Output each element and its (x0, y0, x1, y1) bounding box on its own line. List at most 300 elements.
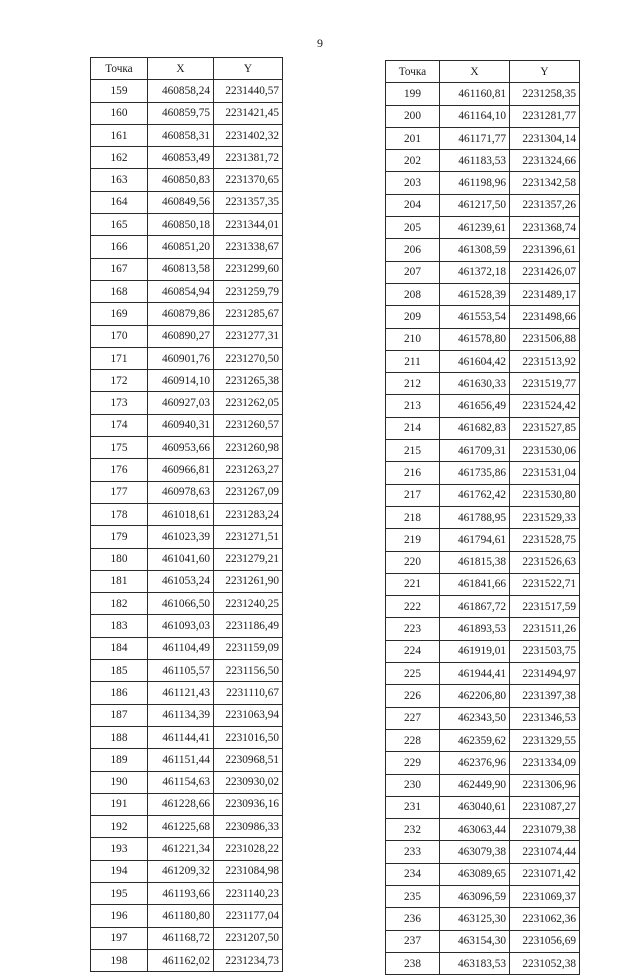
cell-point: 172 (91, 370, 148, 392)
cell-y: 2231074,44 (510, 841, 580, 863)
cell-y: 2231304,14 (510, 127, 580, 149)
cell-y: 2231186,49 (214, 615, 283, 637)
cell-x: 461164,10 (440, 105, 510, 127)
cell-y: 2231285,67 (214, 303, 283, 325)
cell-point: 164 (91, 191, 148, 213)
cell-x: 461193,66 (148, 882, 214, 904)
cell-point: 205 (386, 217, 440, 239)
cell-y: 2231344,01 (214, 214, 283, 236)
cell-point: 196 (91, 905, 148, 927)
cell-y: 2231062,36 (510, 908, 580, 930)
cell-y: 2231177,04 (214, 905, 283, 927)
cell-point: 200 (386, 105, 440, 127)
table-row (91, 214, 283, 236)
cell-y: 2231240,25 (214, 593, 283, 615)
cell-x: 461221,34 (148, 838, 214, 860)
cell-point: 174 (91, 414, 148, 436)
cell-x: 461134,39 (148, 704, 214, 726)
cell-x: 461183,53 (440, 150, 510, 172)
cell-point: 221 (386, 573, 440, 595)
table-row (91, 682, 283, 704)
cell-x: 463125,30 (440, 908, 510, 930)
cell-point: 189 (91, 749, 148, 771)
cell-x: 461168,72 (148, 927, 214, 949)
table-body-right (386, 83, 580, 975)
table-row (386, 217, 580, 239)
cell-y: 2230930,02 (214, 771, 283, 793)
cell-y: 2231267,09 (214, 481, 283, 503)
cell-point: 224 (386, 640, 440, 662)
cell-y: 2231262,05 (214, 392, 283, 414)
cell-point: 179 (91, 526, 148, 548)
cell-y: 2231071,42 (510, 863, 580, 885)
cell-x: 462359,62 (440, 729, 510, 751)
table-row (91, 437, 283, 459)
cell-y: 2231381,72 (214, 147, 283, 169)
cell-x: 461528,39 (440, 283, 510, 305)
cell-point: 225 (386, 663, 440, 685)
table-header-row (386, 61, 580, 83)
table-row (91, 191, 283, 213)
table-row (91, 325, 283, 347)
cell-point: 222 (386, 596, 440, 618)
cell-point: 183 (91, 615, 148, 637)
coordinates-table-left (90, 57, 283, 972)
table-row (386, 239, 580, 261)
cell-y: 2231056,69 (510, 930, 580, 952)
table-row (386, 663, 580, 685)
cell-x: 461841,66 (440, 573, 510, 595)
cell-point: 232 (386, 819, 440, 841)
table-row (91, 124, 283, 146)
cell-point: 173 (91, 392, 148, 414)
cell-point: 198 (91, 949, 148, 971)
cell-x: 460966,81 (148, 459, 214, 481)
cell-point: 193 (91, 838, 148, 860)
table-row (386, 127, 580, 149)
cell-x: 461053,24 (148, 570, 214, 592)
cell-y: 2230968,51 (214, 749, 283, 771)
cell-y: 2231052,38 (510, 952, 580, 974)
cell-point: 220 (386, 551, 440, 573)
cell-x: 461893,53 (440, 618, 510, 640)
cell-y: 2231156,50 (214, 660, 283, 682)
cell-point: 202 (386, 150, 440, 172)
table-row (386, 395, 580, 417)
table-row (91, 280, 283, 302)
cell-x: 461867,72 (440, 596, 510, 618)
cell-x: 461578,80 (440, 328, 510, 350)
cell-y: 2231277,31 (214, 325, 283, 347)
cell-x: 461104,49 (148, 637, 214, 659)
cell-point: 209 (386, 306, 440, 328)
cell-y: 2231529,33 (510, 506, 580, 528)
cell-point: 233 (386, 841, 440, 863)
cell-x: 460890,27 (148, 325, 214, 347)
cell-y: 2231079,38 (510, 819, 580, 841)
cell-y: 2231397,38 (510, 685, 580, 707)
cell-point: 199 (386, 83, 440, 105)
table-row (91, 660, 283, 682)
cell-point: 195 (91, 882, 148, 904)
cell-x: 460879,86 (148, 303, 214, 325)
header-x: X (148, 58, 214, 80)
cell-x: 461151,44 (148, 749, 214, 771)
table-row (91, 927, 283, 949)
header-y: Y (214, 58, 283, 80)
cell-y: 2231342,58 (510, 172, 580, 194)
cell-point: 234 (386, 863, 440, 885)
table-row (386, 506, 580, 528)
cell-y: 2231527,85 (510, 417, 580, 439)
cell-y: 2231084,98 (214, 860, 283, 882)
cell-point: 203 (386, 172, 440, 194)
table-row (386, 796, 580, 818)
cell-point: 182 (91, 593, 148, 615)
table-row (91, 882, 283, 904)
table-row (91, 526, 283, 548)
table-row (386, 707, 580, 729)
cell-point: 170 (91, 325, 148, 347)
cell-x: 461154,63 (148, 771, 214, 793)
table-row (91, 102, 283, 124)
cell-y: 2231140,23 (214, 882, 283, 904)
table-row (91, 258, 283, 280)
table-row (91, 749, 283, 771)
cell-y: 2231346,53 (510, 707, 580, 729)
cell-x: 463183,53 (440, 952, 510, 974)
cell-y: 2231159,09 (214, 637, 283, 659)
cell-point: 215 (386, 440, 440, 462)
table-row (91, 548, 283, 570)
cell-y: 2231259,79 (214, 280, 283, 302)
header-point: Точка (91, 58, 148, 80)
cell-point: 228 (386, 729, 440, 751)
table-row (91, 771, 283, 793)
cell-x: 461180,80 (148, 905, 214, 927)
cell-point: 238 (386, 952, 440, 974)
cell-point: 213 (386, 395, 440, 417)
cell-point: 194 (91, 860, 148, 882)
table-row (91, 169, 283, 191)
cell-point: 207 (386, 261, 440, 283)
cell-point: 192 (91, 816, 148, 838)
table-row (386, 774, 580, 796)
cell-y: 2231489,17 (510, 283, 580, 305)
cell-x: 460901,76 (148, 347, 214, 369)
cell-point: 212 (386, 373, 440, 395)
cell-x: 460927,03 (148, 392, 214, 414)
table-row (386, 462, 580, 484)
cell-point: 178 (91, 503, 148, 525)
cell-y: 2231531,04 (510, 462, 580, 484)
cell-x: 460850,18 (148, 214, 214, 236)
cell-x: 460858,31 (148, 124, 214, 146)
table-row (91, 80, 283, 102)
cell-y: 2231494,97 (510, 663, 580, 685)
cell-point: 169 (91, 303, 148, 325)
cell-x: 460851,20 (148, 236, 214, 258)
cell-x: 462343,50 (440, 707, 510, 729)
cell-point: 216 (386, 462, 440, 484)
cell-x: 461209,32 (148, 860, 214, 882)
cell-x: 461066,50 (148, 593, 214, 615)
table-row (386, 930, 580, 952)
cell-point: 201 (386, 127, 440, 149)
table-header-row (91, 58, 283, 80)
table-row (91, 347, 283, 369)
cell-y: 2231306,96 (510, 774, 580, 796)
cell-y: 2231063,94 (214, 704, 283, 726)
table-row (386, 373, 580, 395)
cell-x: 461041,60 (148, 548, 214, 570)
table-row (386, 863, 580, 885)
cell-point: 191 (91, 793, 148, 815)
cell-x: 460854,94 (148, 280, 214, 302)
cell-x: 460853,49 (148, 147, 214, 169)
table-row (386, 172, 580, 194)
table-row (386, 573, 580, 595)
cell-x: 461198,96 (440, 172, 510, 194)
page-number: 9 (317, 36, 323, 50)
table-row (386, 885, 580, 907)
cell-x: 461709,31 (440, 440, 510, 462)
cell-point: 165 (91, 214, 148, 236)
cell-x: 463096,59 (440, 885, 510, 907)
table-row (386, 440, 580, 462)
cell-x: 461162,02 (148, 949, 214, 971)
cell-y: 2230986,33 (214, 816, 283, 838)
cell-y: 2231402,32 (214, 124, 283, 146)
table-row (386, 685, 580, 707)
table-row (386, 328, 580, 350)
cell-y: 2231530,80 (510, 484, 580, 506)
cell-x: 462376,96 (440, 752, 510, 774)
cell-y: 2231530,06 (510, 440, 580, 462)
cell-x: 461794,61 (440, 529, 510, 551)
cell-x: 460914,10 (148, 370, 214, 392)
cell-y: 2231261,90 (214, 570, 283, 592)
header-x: X (440, 61, 510, 83)
cell-y: 2231338,67 (214, 236, 283, 258)
cell-y: 2231258,35 (510, 83, 580, 105)
cell-y: 2231524,42 (510, 395, 580, 417)
table-row (386, 105, 580, 127)
cell-x: 461105,57 (148, 660, 214, 682)
cell-point: 185 (91, 660, 148, 682)
cell-y: 2231260,57 (214, 414, 283, 436)
table-row (386, 83, 580, 105)
table-row (386, 150, 580, 172)
table-row (386, 596, 580, 618)
table-row (386, 908, 580, 930)
cell-x: 462206,80 (440, 685, 510, 707)
cell-x: 461630,33 (440, 373, 510, 395)
table-row (91, 593, 283, 615)
cell-y: 2231270,50 (214, 347, 283, 369)
table-row (386, 194, 580, 216)
cell-y: 2231396,61 (510, 239, 580, 261)
cell-y: 2231526,63 (510, 551, 580, 573)
cell-y: 2231281,77 (510, 105, 580, 127)
cell-y: 2231271,51 (214, 526, 283, 548)
cell-x: 461735,86 (440, 462, 510, 484)
cell-point: 230 (386, 774, 440, 796)
cell-x: 463079,38 (440, 841, 510, 863)
table-row (91, 459, 283, 481)
cell-x: 460813,58 (148, 258, 214, 280)
cell-x: 463063,44 (440, 819, 510, 841)
table-row (386, 551, 580, 573)
table-row (386, 729, 580, 751)
cell-point: 236 (386, 908, 440, 930)
cell-y: 2231283,24 (214, 503, 283, 525)
cell-y: 2231357,35 (214, 191, 283, 213)
cell-x: 461553,54 (440, 306, 510, 328)
table-row (91, 905, 283, 927)
table-row (91, 147, 283, 169)
table-row (386, 306, 580, 328)
table-row (91, 236, 283, 258)
table-row (386, 618, 580, 640)
cell-y: 2231234,73 (214, 949, 283, 971)
table-row (91, 704, 283, 726)
cell-x: 460859,75 (148, 102, 214, 124)
cell-x: 460850,83 (148, 169, 214, 191)
cell-x: 461217,50 (440, 194, 510, 216)
cell-x: 461604,42 (440, 350, 510, 372)
cell-point: 235 (386, 885, 440, 907)
cell-y: 2231087,27 (510, 796, 580, 818)
cell-y: 2231522,71 (510, 573, 580, 595)
cell-point: 186 (91, 682, 148, 704)
table-row (386, 952, 580, 974)
cell-point: 171 (91, 347, 148, 369)
table-row (91, 481, 283, 503)
cell-y: 2231279,21 (214, 548, 283, 570)
table-row (91, 793, 283, 815)
cell-point: 206 (386, 239, 440, 261)
cell-point: 204 (386, 194, 440, 216)
cell-y: 2231368,74 (510, 217, 580, 239)
cell-y: 2231265,38 (214, 370, 283, 392)
cell-point: 188 (91, 726, 148, 748)
cell-point: 161 (91, 124, 148, 146)
cell-x: 462449,90 (440, 774, 510, 796)
cell-y: 2231016,50 (214, 726, 283, 748)
table-row (386, 841, 580, 863)
table-row (386, 417, 580, 439)
cell-point: 214 (386, 417, 440, 439)
cell-x: 461944,41 (440, 663, 510, 685)
cell-y: 2231334,09 (510, 752, 580, 774)
table-row (91, 949, 283, 971)
table-row (386, 819, 580, 841)
cell-y: 2231370,65 (214, 169, 283, 191)
cell-x: 461171,77 (440, 127, 510, 149)
cell-x: 461228,66 (148, 793, 214, 815)
cell-point: 219 (386, 529, 440, 551)
table-row (386, 283, 580, 305)
cell-x: 461023,39 (148, 526, 214, 548)
cell-point: 160 (91, 102, 148, 124)
cell-y: 2231069,37 (510, 885, 580, 907)
cell-y: 2231324,66 (510, 150, 580, 172)
cell-x: 461160,81 (440, 83, 510, 105)
cell-point: 190 (91, 771, 148, 793)
cell-y: 2231498,66 (510, 306, 580, 328)
cell-x: 461919,01 (440, 640, 510, 662)
cell-y: 2231263,27 (214, 459, 283, 481)
cell-x: 461815,38 (440, 551, 510, 573)
cell-point: 166 (91, 236, 148, 258)
cell-point: 162 (91, 147, 148, 169)
cell-point: 184 (91, 637, 148, 659)
cell-y: 2231503,75 (510, 640, 580, 662)
cell-y: 2231357,26 (510, 194, 580, 216)
coordinates-table-right (385, 60, 580, 975)
table-row (91, 392, 283, 414)
cell-y: 2231028,22 (214, 838, 283, 860)
cell-point: 223 (386, 618, 440, 640)
cell-x: 461225,68 (148, 816, 214, 838)
cell-point: 231 (386, 796, 440, 818)
table-row (386, 640, 580, 662)
cell-y: 2231110,67 (214, 682, 283, 704)
cell-y: 2231519,77 (510, 373, 580, 395)
cell-point: 208 (386, 283, 440, 305)
cell-point: 168 (91, 280, 148, 302)
cell-y: 2231329,55 (510, 729, 580, 751)
cell-point: 167 (91, 258, 148, 280)
cell-x: 461018,61 (148, 503, 214, 525)
table-row (91, 816, 283, 838)
cell-x: 463089,65 (440, 863, 510, 885)
cell-x: 461121,43 (148, 682, 214, 704)
table-row (386, 752, 580, 774)
cell-y: 2231517,59 (510, 596, 580, 618)
cell-x: 460849,56 (148, 191, 214, 213)
cell-y: 2231528,75 (510, 529, 580, 551)
cell-point: 175 (91, 437, 148, 459)
cell-point: 163 (91, 169, 148, 191)
table-row (91, 726, 283, 748)
table-row (91, 370, 283, 392)
table-row (91, 303, 283, 325)
cell-x: 461656,49 (440, 395, 510, 417)
table-row (91, 570, 283, 592)
cell-x: 460978,63 (148, 481, 214, 503)
cell-y: 2231421,45 (214, 102, 283, 124)
table-body-left (91, 80, 283, 972)
table-row (386, 350, 580, 372)
cell-x: 461093,03 (148, 615, 214, 637)
cell-y: 2231506,88 (510, 328, 580, 350)
cell-y: 2231299,60 (214, 258, 283, 280)
cell-y: 2231426,07 (510, 261, 580, 283)
cell-point: 187 (91, 704, 148, 726)
cell-point: 211 (386, 350, 440, 372)
cell-x: 460953,66 (148, 437, 214, 459)
cell-y: 2231511,26 (510, 618, 580, 640)
cell-point: 176 (91, 459, 148, 481)
cell-point: 181 (91, 570, 148, 592)
cell-y: 2230936,16 (214, 793, 283, 815)
table-row (91, 860, 283, 882)
table-row (91, 637, 283, 659)
cell-x: 461682,83 (440, 417, 510, 439)
table-row (91, 615, 283, 637)
